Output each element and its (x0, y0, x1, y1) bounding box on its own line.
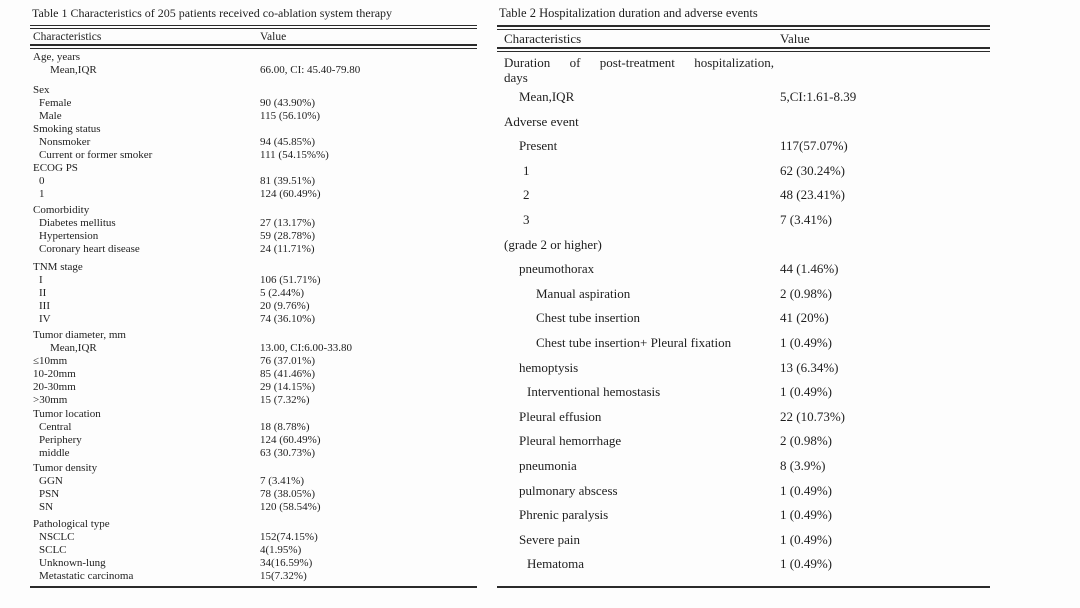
row-label: Manual aspiration (536, 285, 631, 301)
row-label: ≤10mm (33, 355, 68, 367)
table-row (497, 70, 990, 85)
table2-body (497, 52, 990, 586)
row-label: Tumor density (33, 462, 98, 474)
row-value: 15 (7.32%) (260, 394, 310, 406)
row-label: SCLC (39, 544, 67, 556)
row-value: 5 (2.44%) (260, 287, 304, 299)
table-row (30, 434, 477, 447)
row-value: 20 (9.76%) (260, 300, 310, 312)
table-row (30, 531, 477, 544)
row-value: 63 (30.73%) (260, 447, 315, 459)
table-row (497, 208, 990, 233)
row-label: Central (39, 421, 72, 433)
row-label: SN (39, 501, 54, 513)
row-label: 20-30mm (33, 381, 76, 393)
table-row (30, 544, 477, 557)
row-value: 2 (0.98%) (780, 433, 832, 449)
table-row (497, 282, 990, 307)
column-header-value: Value (780, 31, 810, 46)
row-label: Periphery (39, 434, 82, 446)
row-label: Male (39, 110, 62, 122)
row-value: 124 (60.49%) (260, 188, 321, 200)
table-row (30, 123, 477, 136)
row-value: 13 (6.34%) (780, 359, 839, 375)
table-row (30, 149, 477, 162)
row-label: Chest tube insertion (536, 310, 640, 326)
row-label: Metastatic carcinoma (39, 570, 134, 582)
row-value: 8 (3.9%) (780, 457, 826, 473)
table-row (30, 408, 477, 421)
row-value: 1 (0.49%) (780, 556, 832, 572)
row-label: (grade 2 or higher) (504, 236, 602, 252)
row-value: 22 (10.73%) (780, 408, 845, 424)
row-value: 106 (51.71%) (260, 274, 321, 286)
table-row (30, 313, 477, 326)
row-label: Comorbidity (33, 204, 90, 216)
row-label: pneumothorax (519, 261, 595, 277)
row-label: Female (39, 97, 72, 109)
table-row (497, 233, 990, 258)
table-row (30, 381, 477, 394)
table-row (497, 429, 990, 454)
row-value: 44 (1.46%) (780, 261, 839, 277)
row-label: 3 (523, 211, 530, 227)
row-label: middle (39, 447, 70, 459)
table-row (30, 447, 477, 460)
row-value: 48 (23.41%) (780, 187, 845, 203)
table2-title: Table 2 Hospitalization duration and adverse events (499, 6, 758, 20)
row-label: II (39, 287, 47, 299)
row-value: 1 (0.49%) (780, 531, 832, 547)
row-label: Chest tube insertion+ Pleural fixation (536, 334, 732, 350)
table-row (30, 501, 477, 514)
table-row (497, 55, 990, 70)
table-row (30, 204, 477, 217)
row-label: Mean,IQR (50, 342, 97, 354)
table-row (497, 159, 990, 184)
table-row (30, 136, 477, 149)
row-value: 1 (0.49%) (780, 384, 832, 400)
row-value: 15(7.32%) (260, 570, 307, 582)
table-row (497, 528, 990, 553)
table2-hospitalization-adverse-events (497, 6, 990, 588)
row-value: 90 (43.90%) (260, 97, 315, 109)
row-label: pneumonia (519, 457, 577, 473)
row-value: 117(57.07%) (780, 138, 848, 154)
row-label: NSCLC (39, 531, 75, 543)
row-label: Pathological type (33, 518, 110, 530)
row-value: 66.00, CI: 45.40-79.80 (260, 64, 361, 76)
row-value: 18 (8.78%) (260, 421, 310, 433)
row-label: Pleural hemorrhage (519, 433, 622, 449)
row-value: 27 (13.17%) (260, 217, 315, 229)
row-label: hemoptysis (519, 359, 579, 375)
table-row (497, 85, 990, 110)
row-value: 111 (54.15%%) (260, 149, 329, 161)
row-label: Phrenic paralysis (519, 507, 609, 523)
table-row (497, 454, 990, 479)
row-value: 1 (0.49%) (780, 334, 832, 350)
column-header-characteristics: Characteristics (33, 31, 102, 43)
row-value: 29 (14.15%) (260, 381, 315, 393)
table-row (30, 355, 477, 368)
row-label: GGN (39, 475, 63, 487)
table-row (30, 518, 477, 531)
row-label: Age, years (33, 51, 81, 63)
row-value: 4(1.95%) (260, 544, 302, 556)
table-row (30, 300, 477, 313)
row-label: Mean,IQR (519, 89, 575, 104)
row-value: 7 (3.41%) (260, 475, 304, 487)
table-row (30, 261, 477, 274)
table-row (30, 342, 477, 355)
row-value: 81 (39.51%) (260, 175, 315, 187)
row-label: 0 (39, 175, 45, 187)
table-row (30, 188, 477, 201)
row-value: 94 (45.85%) (260, 136, 315, 148)
table-row (30, 217, 477, 230)
row-label: Present (519, 138, 558, 154)
row-label: Interventional hemostasis (527, 384, 661, 400)
table-row (497, 380, 990, 405)
row-label: Unknown-lung (39, 557, 106, 569)
row-label: Adverse event (504, 113, 579, 129)
table1-title: Table 1 Characteristics of 205 patients received co-ablation system therapy (32, 6, 393, 20)
table-row (497, 257, 990, 282)
table-row (30, 64, 477, 77)
table-row (30, 287, 477, 300)
row-value: 85 (41.46%) (260, 368, 315, 380)
table-row (497, 356, 990, 381)
row-label: 2 (523, 187, 530, 203)
row-label: Smoking status (33, 123, 101, 135)
row-label: Tumor diameter, mm (33, 329, 126, 341)
table-row (30, 557, 477, 570)
row-value: 62 (30.24%) (780, 162, 845, 178)
table-row (497, 479, 990, 504)
row-label: Hematoma (527, 556, 585, 572)
row-value: 2 (0.98%) (780, 285, 832, 301)
table-row (30, 51, 477, 64)
row-label: Current or former smoker (39, 149, 153, 161)
table1-bottom-rule (30, 586, 477, 588)
table-row (30, 84, 477, 97)
row-value: 5,CI:1.61-8.39 (780, 89, 857, 104)
row-label: Diabetes mellitus (39, 217, 116, 229)
row-label: ECOG PS (33, 162, 78, 174)
row-value: 7 (3.41%) (780, 211, 832, 227)
table-row (497, 331, 990, 356)
table1-body (30, 49, 477, 586)
column-header-value: Value (260, 31, 287, 43)
table-row (30, 488, 477, 501)
table1-patient-characteristics (30, 6, 477, 588)
table-row (30, 462, 477, 475)
row-value: 41 (20%) (780, 310, 829, 326)
table-row (497, 405, 990, 430)
row-value: 59 (28.78%) (260, 230, 315, 242)
row-label: I (39, 274, 43, 286)
table-row (30, 110, 477, 123)
table1-header-row (30, 29, 477, 44)
table-row (30, 368, 477, 381)
row-value: 76 (37.01%) (260, 355, 315, 367)
row-label: days (504, 70, 528, 85)
table-row (497, 110, 990, 135)
row-label: pulmonary abscess (519, 482, 618, 498)
row-label: IV (39, 313, 51, 325)
row-value: 24 (11.71%) (260, 243, 315, 255)
table-row (30, 394, 477, 407)
table-row (497, 552, 990, 577)
table-row (30, 570, 477, 583)
table-row (30, 421, 477, 434)
table-row (30, 97, 477, 110)
row-value: 115 (56.10%) (260, 110, 321, 122)
table-row (30, 274, 477, 287)
table-row (497, 306, 990, 331)
row-value: 152(74.15%) (260, 531, 318, 543)
row-label: Pleural effusion (519, 408, 602, 424)
row-label: Tumor location (33, 408, 101, 420)
row-label: >30mm (33, 394, 68, 406)
table-row (497, 134, 990, 159)
table-row (497, 183, 990, 208)
row-label: Nonsmoker (39, 136, 91, 148)
column-header-characteristics: Characteristics (504, 31, 582, 46)
table-row (30, 243, 477, 256)
table2-header-row (497, 30, 990, 47)
row-label: Coronary heart disease (39, 243, 140, 255)
table2-bottom-rule (497, 586, 990, 588)
row-value: 124 (60.49%) (260, 434, 321, 446)
table-row (497, 503, 990, 528)
row-label: PSN (39, 488, 60, 500)
row-value: 34(16.59%) (260, 557, 313, 569)
table-row (30, 329, 477, 342)
row-label: Severe pain (519, 531, 581, 547)
row-label: 1 (39, 188, 45, 200)
row-label: 10-20mm (33, 368, 76, 380)
row-label: Duration of post-treatment hospitalization, (504, 55, 774, 70)
table-row (30, 175, 477, 188)
row-value: 13.00, CI:6.00-33.80 (260, 342, 352, 354)
row-label: III (39, 300, 50, 312)
row-value: 74 (36.10%) (260, 313, 315, 325)
row-value: 120 (58.54%) (260, 501, 321, 513)
row-label: TNM stage (33, 261, 83, 273)
row-label: Sex (33, 84, 50, 96)
row-label: Hypertension (39, 230, 99, 242)
row-label: Mean,IQR (50, 64, 97, 76)
table-row (30, 162, 477, 175)
row-value: 78 (38.05%) (260, 488, 315, 500)
row-label: 1 (523, 162, 530, 178)
row-value: 1 (0.49%) (780, 482, 832, 498)
table-row (30, 230, 477, 243)
row-value: 1 (0.49%) (780, 507, 832, 523)
table-row (30, 475, 477, 488)
